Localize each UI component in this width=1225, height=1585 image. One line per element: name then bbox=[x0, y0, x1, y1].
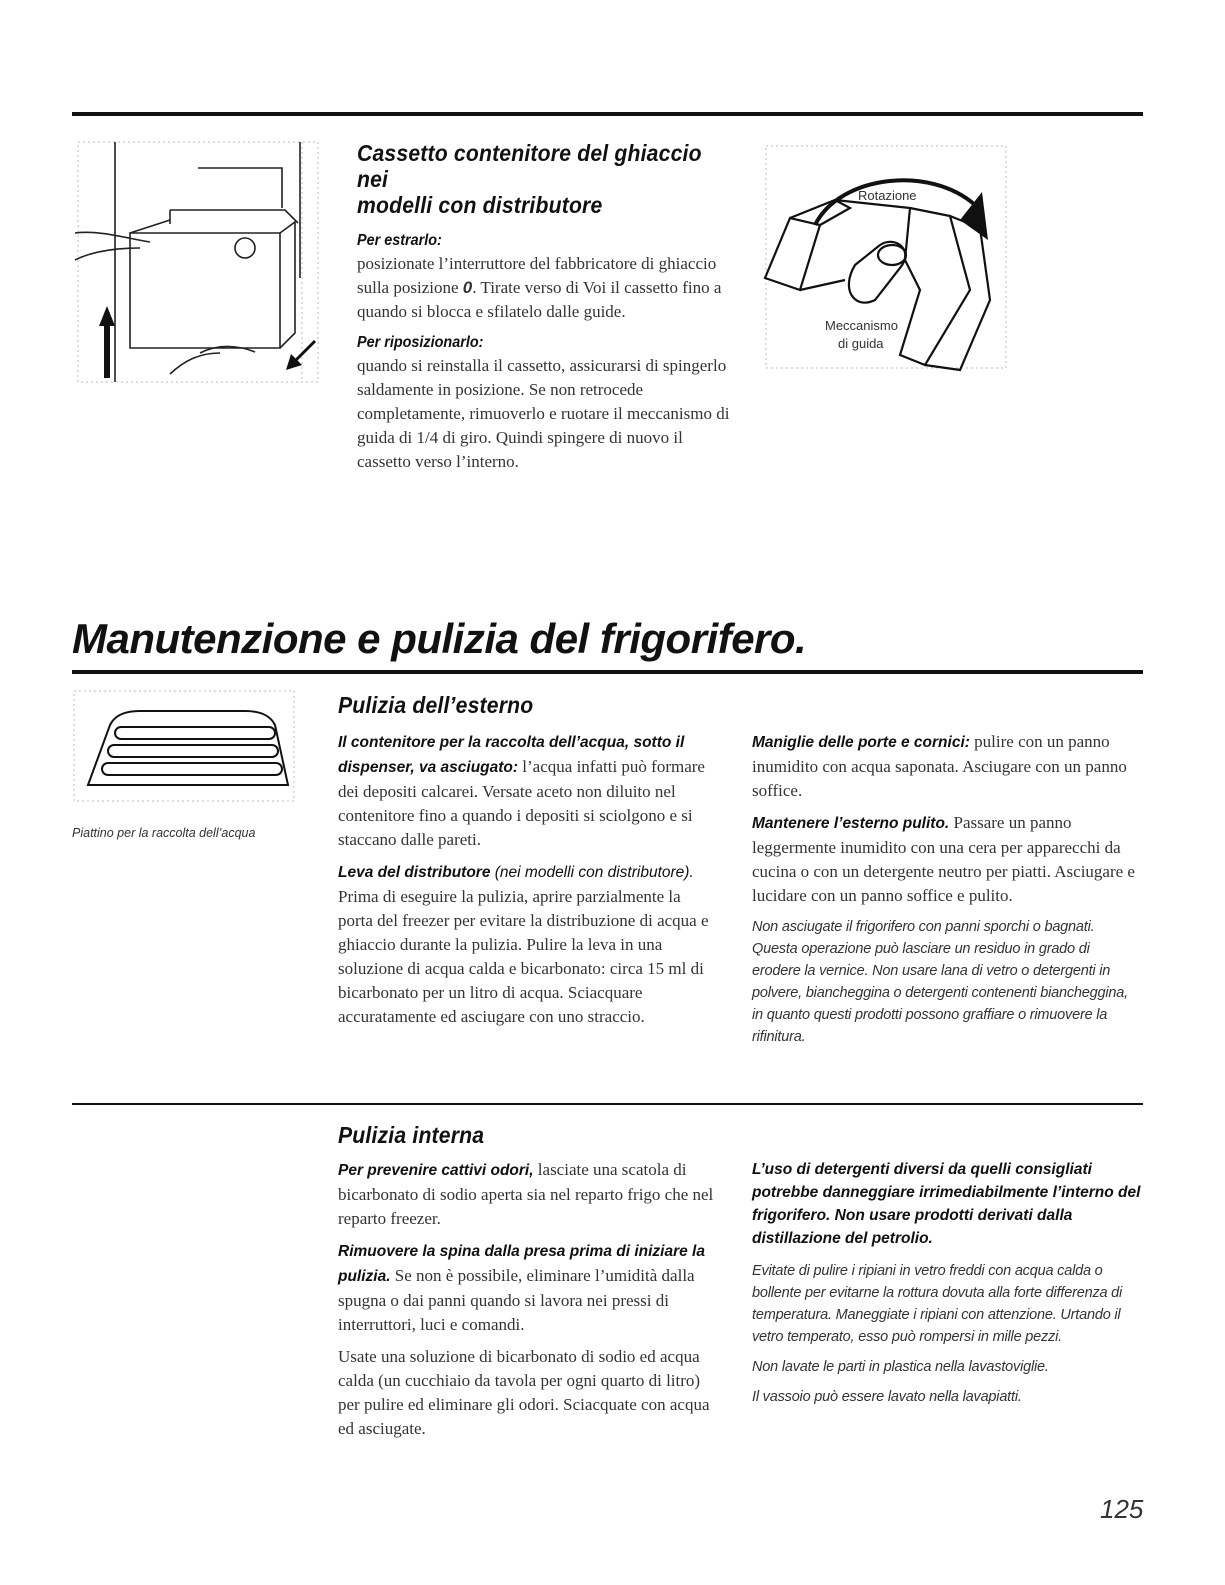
interior-warning: L’uso di detergenti diversi da quelli consigliati potrebbe danneggiare irrimediabilmente l’interno del frigorifero. Non usare prodotti derivati dalla distillazione del petrolio. bbox=[752, 1161, 1141, 1247]
ice-bin-illustration bbox=[70, 138, 325, 388]
label-mechanism-1: Meccanismo bbox=[825, 318, 898, 333]
replace-text: quando si reinstalla il cassetto, assicurarsi di spingerlo saldamente in posizione. Se non retrocede completamente, rimuoverlo e ruotare il meccanismo di guida di 1/4 di giro. Quindi spingere di nuovo il cassetto verso l’interno. bbox=[357, 356, 730, 471]
water-tray-caption: Piattino per la raccolta dell’acqua bbox=[72, 826, 256, 840]
label-mechanism-2: di guida bbox=[838, 336, 884, 351]
ice-bin-title-1: Cassetto contenitore del ghiaccio nei bbox=[357, 140, 702, 192]
dispenser-lever-paragraph: Leva del distributore (nei modelli con distributore). Prima di eseguire la pulizia, aprire parzialmente la porta del freezer per evitare la distribuzione di acqua e ghiaccio durante la pulizia. Pulire la leva in una soluzione di acqua calda e bicarbonato: circa 15 ml di bicarbonato per un litro di acqua. Sciacquare accuratamente ed asciugare con uno straccio. bbox=[338, 864, 709, 1026]
interior-heading: Pulizia interna bbox=[338, 1122, 485, 1148]
arrow-up-icon bbox=[99, 306, 115, 378]
interior-rule bbox=[72, 1103, 1143, 1105]
ice-bin-section bbox=[357, 140, 737, 474]
interior-col-1 bbox=[338, 1158, 723, 1449]
baking-soda-paragraph: Usate una soluzione di bicarbonato di sodio ed acqua calda (un cucchiaio da tavola per ogni quarto di litro) per pulire ed eliminare gli odori. Sciacquate con acqua ed asciugate. bbox=[338, 1347, 710, 1438]
exterior-col-1 bbox=[338, 730, 718, 1037]
replace-heading: Per riposizionarlo: bbox=[357, 334, 484, 351]
exterior-note: Non asciugate il frigorifero con panni sporchi o bagnati. Questa operazione può lasciare un residuo in grado di erodere la vernice. Non usare lana di vetro o detergenti in polvere, biancheggina o detergenti contenenti biancheggina, in quanto questi prodotti possono graffiare o rimuovere la rifinitura. bbox=[752, 919, 1128, 1045]
label-rotation: Rotazione bbox=[858, 188, 917, 203]
unplug-paragraph: Rimuovere la spina dalla presa prima di iniziare la pulizia. Se non è possibile, eliminare l’umidità dalla spugna o dai panni quando si lavora nei pressi di interruttori, luci e comandi. bbox=[338, 1243, 705, 1334]
interior-col-2 bbox=[752, 1158, 1144, 1416]
water-tray-paragraph: Il contenitore per la raccolta dell’acqua, sotto il dispenser, va asciugato: l’acqua infatti può formare dei depositi calcarei. Versate aceto non diluito nel contenitore fino a quando i depositi si sciolgono e si staccano dalle pareti. bbox=[338, 734, 705, 849]
ice-bin-title-2: modelli con distributore bbox=[357, 192, 603, 218]
remove-heading: Per estrarlo: bbox=[357, 232, 442, 249]
top-rule bbox=[72, 112, 1143, 116]
dishwasher-note: Non lavate le parti in plastica nella lavastoviglie. bbox=[752, 1359, 1049, 1375]
remove-text: posizionate l’interruttore del fabbricatore di ghiaccio sulla posizione 0. Tirate verso di Voi il cassetto fino a quando si blocca e sfilatelo dalle guide. bbox=[357, 254, 722, 321]
arrow-down-icon bbox=[286, 341, 315, 370]
switch-zero: 0 bbox=[462, 278, 473, 297]
keep-clean-paragraph: Mantenere l’esterno pulito. Passare un panno leggermente inumidito con una cera per apparecchi da cucina o con un detergente neutro per piatti. Asciugare e lucidare con un panno soffice e pulito. bbox=[752, 813, 1135, 905]
page-number: 125 bbox=[1100, 1494, 1144, 1524]
exterior-col-2 bbox=[752, 730, 1137, 1056]
tray-note: Il vassoio può essere lavato nella lavapiatti. bbox=[752, 1389, 1022, 1405]
guide-mechanism-illustration bbox=[760, 140, 1015, 375]
odors-paragraph: Per prevenire cattivi odori, lasciate una scatola di bicarbonato di sodio aperta sia nel reparto frigo che nel reparto freezer. bbox=[338, 1160, 714, 1228]
title-rule bbox=[72, 670, 1143, 674]
door-handles-paragraph: Maniglie delle porte e cornici: pulire con un panno inumidito con acqua saponata. Asciugare con un panno soffice. bbox=[752, 732, 1127, 800]
page-title: Manutenzione e pulizia del frigorifero. bbox=[72, 615, 807, 662]
water-tray-illustration bbox=[70, 685, 300, 810]
exterior-heading: Pulizia dell’esterno bbox=[338, 692, 534, 718]
glass-shelves-note: Evitate di pulire i ripiani in vetro freddi con acqua calda o bollente per evitarne la rottura dovuta alla forte differenza di temperatura. Maneggiate i ripiani con attenzione. Urtando il vetro temperato, esso può rompersi in mille pezzi. bbox=[752, 1263, 1123, 1345]
